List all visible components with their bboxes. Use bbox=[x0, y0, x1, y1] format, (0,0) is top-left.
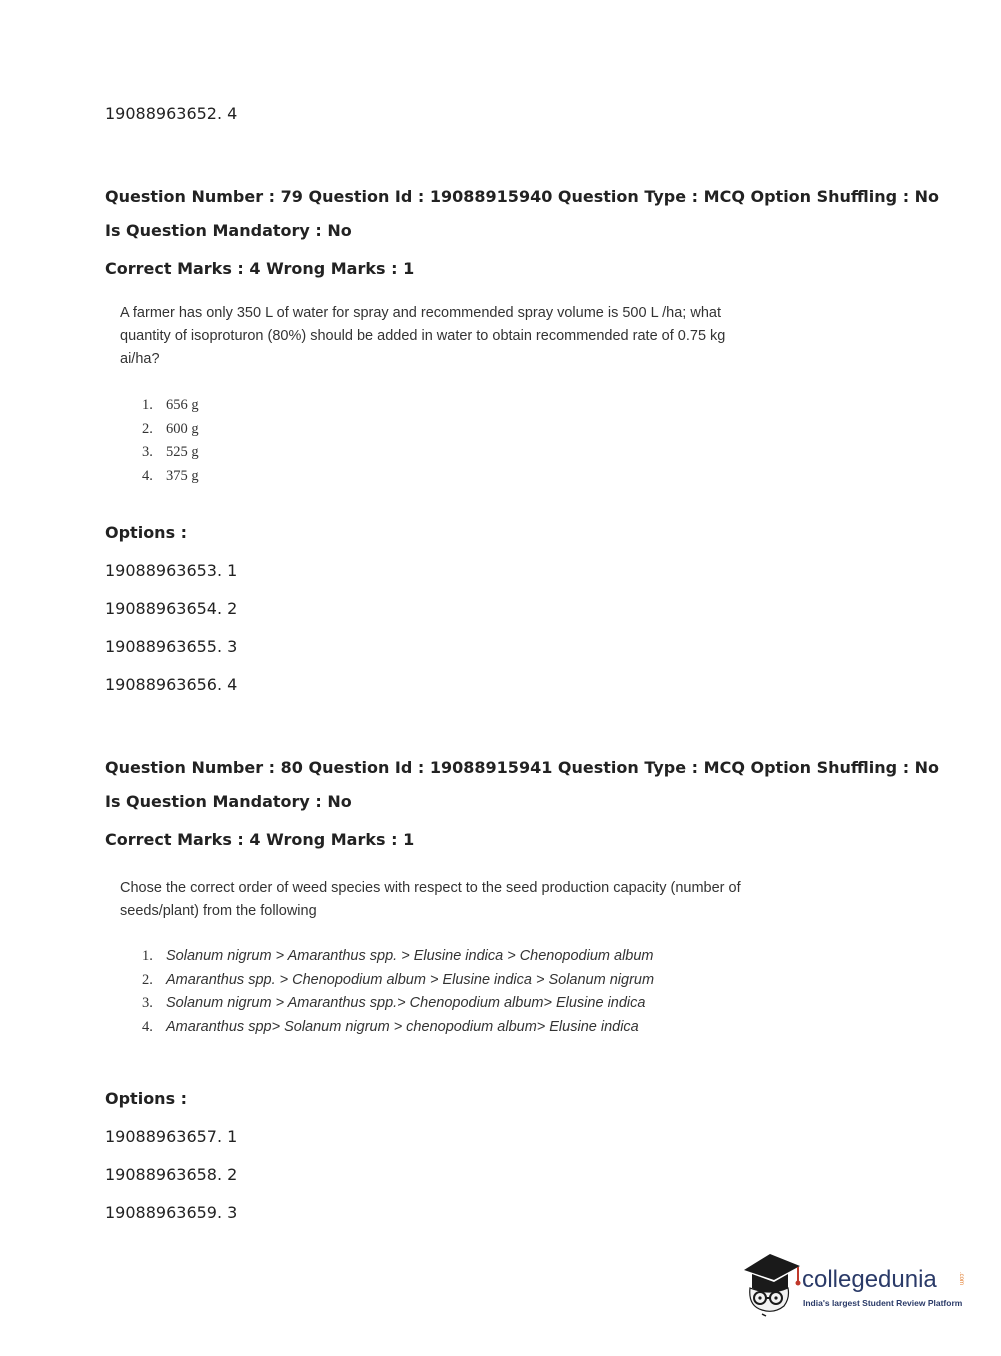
question-mandatory: Is Question Mandatory : No bbox=[105, 792, 352, 811]
question-text-line: ai/ha? bbox=[120, 351, 160, 367]
option-line: 19088963655. 3 bbox=[105, 637, 238, 656]
question-marks: Correct Marks : 4 Wrong Marks : 1 bbox=[105, 259, 415, 278]
logo-wordmark: collegedunia bbox=[802, 1266, 937, 1293]
option-line: 19088963653. 1 bbox=[105, 561, 238, 580]
answer-choices bbox=[142, 394, 199, 488]
question-text-line: A farmer has only 350 L of water for spray and recommended spray volume is 500 L /ha; what bbox=[120, 305, 721, 321]
question-text-line: quantity of isoproturon (80%) should be added in water to obtain recommended rate of 0.75 kg bbox=[120, 328, 726, 344]
question-mandatory: Is Question Mandatory : No bbox=[105, 221, 352, 240]
answer-choice: 4. 375 g bbox=[142, 467, 199, 484]
graduate-mascot-icon bbox=[740, 1248, 802, 1318]
options-label: Options : bbox=[105, 523, 188, 542]
option-line: 19088963654. 2 bbox=[105, 599, 238, 618]
option-line: 19088963659. 3 bbox=[105, 1203, 238, 1222]
answer-choice: 2. Amaranthus spp. > Chenopodium album > Elusine indica > Solanum nigrum bbox=[142, 971, 655, 988]
option-line: 19088963657. 1 bbox=[105, 1127, 238, 1146]
question-body bbox=[120, 877, 741, 1035]
question-header: Question Number : 80 Question Id : 19088915941 Question Type : MCQ Option Shuffling : No bbox=[105, 758, 940, 777]
answer-choice: 1. Solanum nigrum > Amaranthus spp. > Elusine indica > Chenopodium album bbox=[142, 948, 654, 964]
logo-domain-suffix: .com bbox=[958, 1272, 964, 1286]
answer-choices bbox=[142, 945, 654, 1039]
logo-tagline: India's largest Student Review Platform bbox=[803, 1298, 963, 1308]
collegedunia-logo[interactable] bbox=[740, 1248, 970, 1318]
question-text-line: seeds/plant) from the following bbox=[120, 903, 317, 919]
question-header: Question Number : 79 Question Id : 19088915940 Question Type : MCQ Option Shuffling : No bbox=[105, 187, 940, 206]
option-line: 19088963658. 2 bbox=[105, 1165, 238, 1184]
answer-choice: 2. 600 g bbox=[142, 420, 199, 437]
question-text-line: Chose the correct order of weed species with respect to the seed production capacity (number of bbox=[120, 880, 741, 896]
answer-choice: 4. Amaranthus spp> Solanum nigrum > chenopodium album> Elusine indica bbox=[142, 1018, 639, 1035]
option-line: 19088963652. 4 bbox=[105, 104, 238, 123]
options-label: Options : bbox=[105, 1089, 188, 1108]
answer-choice: 3. 525 g bbox=[142, 444, 199, 460]
option-line: 19088963656. 4 bbox=[105, 675, 238, 694]
answer-choice: 1. 656 g bbox=[142, 397, 199, 413]
question-body bbox=[120, 302, 726, 484]
question-marks: Correct Marks : 4 Wrong Marks : 1 bbox=[105, 830, 415, 849]
answer-choice: 3. Solanum nigrum > Amaranthus spp.> Chenopodium album> Elusine indica bbox=[142, 995, 646, 1011]
